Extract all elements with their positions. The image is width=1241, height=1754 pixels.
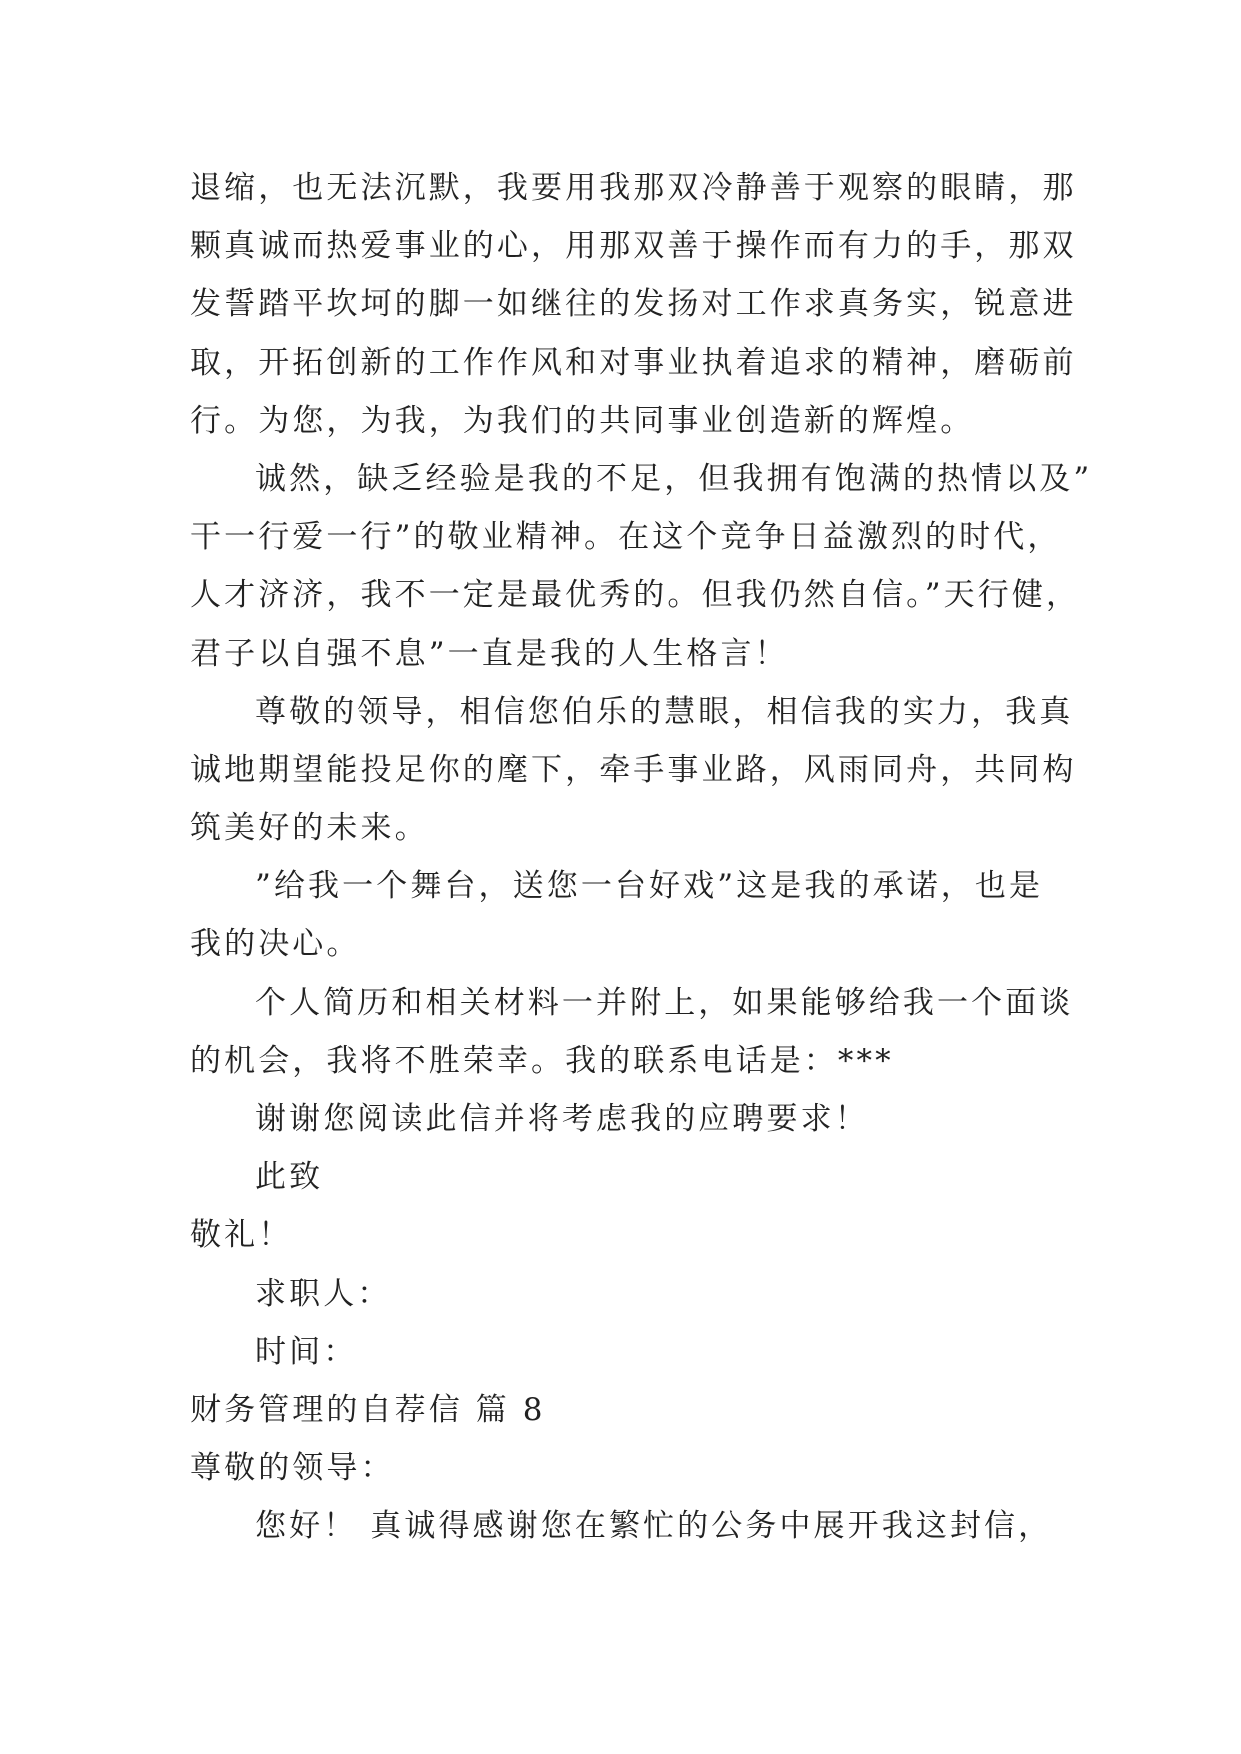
- text-line: 筑美好的未来。: [190, 810, 429, 847]
- date-label: 时间：: [255, 1333, 358, 1370]
- contact-line: 的机会，我将不胜荣幸。我的联系电话是：***: [190, 1042, 894, 1079]
- greeting-line: 尊敬的领导：: [190, 1450, 395, 1487]
- text-line: 退缩，也无法沉默，我要用我那双冷静善于观察的眼睛，那: [190, 170, 1077, 206]
- paragraph-start-line: 尊敬的领导，相信您伯乐的慧眼，相信我的实力，我真: [255, 693, 1074, 730]
- paragraph-start-line: 您好！ 真诚得感谢您在繁忙的公务中展开我这封信，: [255, 1508, 1053, 1545]
- text-line: 取，开拓创新的工作作风和对事业执着追求的精神，磨砺前: [190, 344, 1077, 381]
- applicant-label: 求职人：: [255, 1275, 392, 1312]
- paragraph-start-line: 个人简历和相关材料一并附上，如果能够给我一个面谈: [255, 984, 1074, 1021]
- closing-salutation: 此致: [255, 1159, 324, 1196]
- text-line: 干一行爱一行”的敬业精神。在这个竞争日益激烈的时代，: [190, 519, 1062, 556]
- closing-regards: 敬礼！: [190, 1217, 293, 1254]
- text-line: 发誓踏平坎坷的脚一如继往的发扬对工作求真务实，锐意进: [190, 286, 1077, 323]
- text-line: 人才济济，我不一定是最优秀的。但我仍然自信。”天行健，: [190, 577, 1081, 614]
- paragraph-start-line: ”给我一个舞台，送您一台好戏”这是我的承诺，也是: [255, 868, 1044, 905]
- paragraph-start-line: 诚然，缺乏经验是我的不足，但我拥有饱满的热情以及”: [255, 460, 1093, 497]
- text-line: 我的决心。: [190, 926, 361, 963]
- text-line: 颗真诚而热爱事业的心，用那双善于操作而有力的手，那双: [190, 228, 1077, 265]
- text-line: 诚地期望能投足你的麾下，牵手事业路，风雨同舟，共同构: [190, 751, 1077, 788]
- text-line: 君子以自强不息”一直是我的人生格言！: [190, 635, 789, 672]
- text-line: 行。为您，为我，为我们的共同事业创造新的辉煌。: [190, 402, 975, 439]
- section-heading: 财务管理的自荐信 篇 8: [190, 1391, 546, 1428]
- letter-body: [190, 159, 1093, 1556]
- thanks-line: 谢谢您阅读此信并将考虑我的应聘要求！: [255, 1101, 869, 1137]
